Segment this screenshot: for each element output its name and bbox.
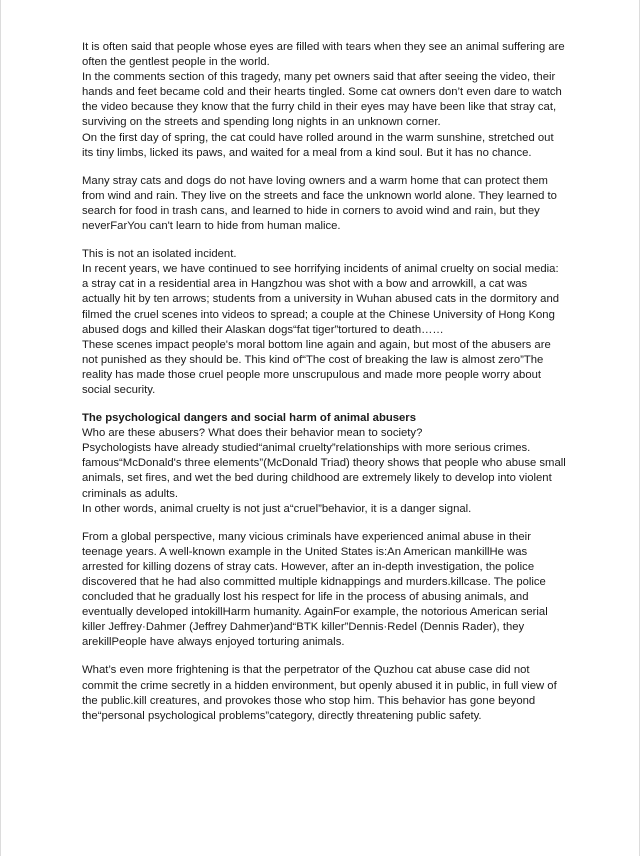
paragraph-moral-impact: These scenes impact people's moral bottom line again and again, but most of the abusers are not punished as they should be. This kind of“The cost of breaking the law is almost zero”The reality has made those cruel people more unscrupulous and made more people worry about social security. (82, 338, 551, 396)
paragraph-who-are-abusers: Who are these abusers? What does their behavior mean to society? (82, 427, 423, 440)
paragraph-gap (82, 398, 566, 411)
paragraph-danger-signal: In other words, animal cruelty is not just a“cruel”behavior, it is a danger signal. (82, 502, 472, 515)
paragraph-intro: It is often said that people whose eyes are filled with tears when they see an animal suffering are often the gentlest people in the world. (82, 41, 565, 69)
document-body (82, 40, 566, 724)
paragraph-gap (82, 161, 566, 174)
paragraph-comments: In the comments section of this tragedy, many pet owners said that after seeing the video, their hands and feet became cold and their hearts tingled. Some cat owners don’t even dare to watch the video because they know that the furry child in their eyes may have been like that stray cat, surviving on the streets and spending long nights in an unknown corner. (82, 71, 562, 129)
paragraph-quzhou-case: What’s even more frightening is that the perpetrator of the Quzhou cat abuse case did not commit the crime secretly in a hidden environment, but openly abused it in public, in full view of the public.kill creatures, and provokes those who stop him. This behavior has gone beyond the“personal psychological problems”category, directly threatening public safety. (82, 664, 557, 722)
paragraph-psychologists: Psychologists have already studied“animal cruelty”relationships with more serious crimes. famous“McDonald's three elements”(McDonald Triad) theory shows that people who abuse small animals, set fires, and wet the bed during childhood are extremely likely to develop into violent criminals as adults. (82, 442, 566, 500)
paragraph-spring: On the first day of spring, the cat could have rolled around in the warm sunshine, stretched out its tiny limbs, licked its paws, and waited for a meal from a kind soul. But it has no chance. (82, 131, 554, 159)
paragraph-global-perspective: From a global perspective, many vicious criminals have experienced animal abuse in their teenage years. A well-known example in the United States is:An American mankillHe was arrested for killing dozens of stray cats. However, after an in-depth investigation, the police discovered that he had also committed multiple kidnappings and murders.killcase. The police concluded that he gradually lost his respect for life in the process of abusing animals, and eventually developed intokillHarm humanity. AgainFor example, the notorious American serial killer Jeffrey·Dahmer (Jeffrey Dahmer)and“BTK killer”Dennis·Redel (Dennis Rader), they arekillPeople have always enjoyed torturing animals. (82, 530, 548, 649)
paragraph-gap (82, 517, 566, 530)
paragraph-stray-animals: Many stray cats and dogs do not have loving owners and a warm home that can protect them from wind and rain. They live on the streets and face the unknown world alone. They learned to search for food in trash cans, and learned to hide in corners to avoid wind and rain, but they neverFarYou can't learn to hide from human malice. (82, 174, 557, 233)
paragraph-gap (82, 650, 566, 663)
paragraph-not-isolated: This is not an isolated incident. (82, 248, 237, 261)
paragraph-recent-incidents: In recent years, we have continued to see horrifying incidents of animal cruelty on social media: a stray cat in a residential area in Hangzhou was shot with a bow and arrowkill, a cat was actually hit by ten arrows; students from a university in Wuhan abused cats in the dormitory and filmed the cruel scenes into videos to spread; a couple at the Chinese University of Hong Kong abused dogs and killed their Alaskan dogs“fat tiger”tortured to death…… (82, 263, 560, 336)
paragraph-gap (82, 234, 566, 247)
section-heading: The psychological dangers and social harm of animal abusers (82, 412, 416, 425)
